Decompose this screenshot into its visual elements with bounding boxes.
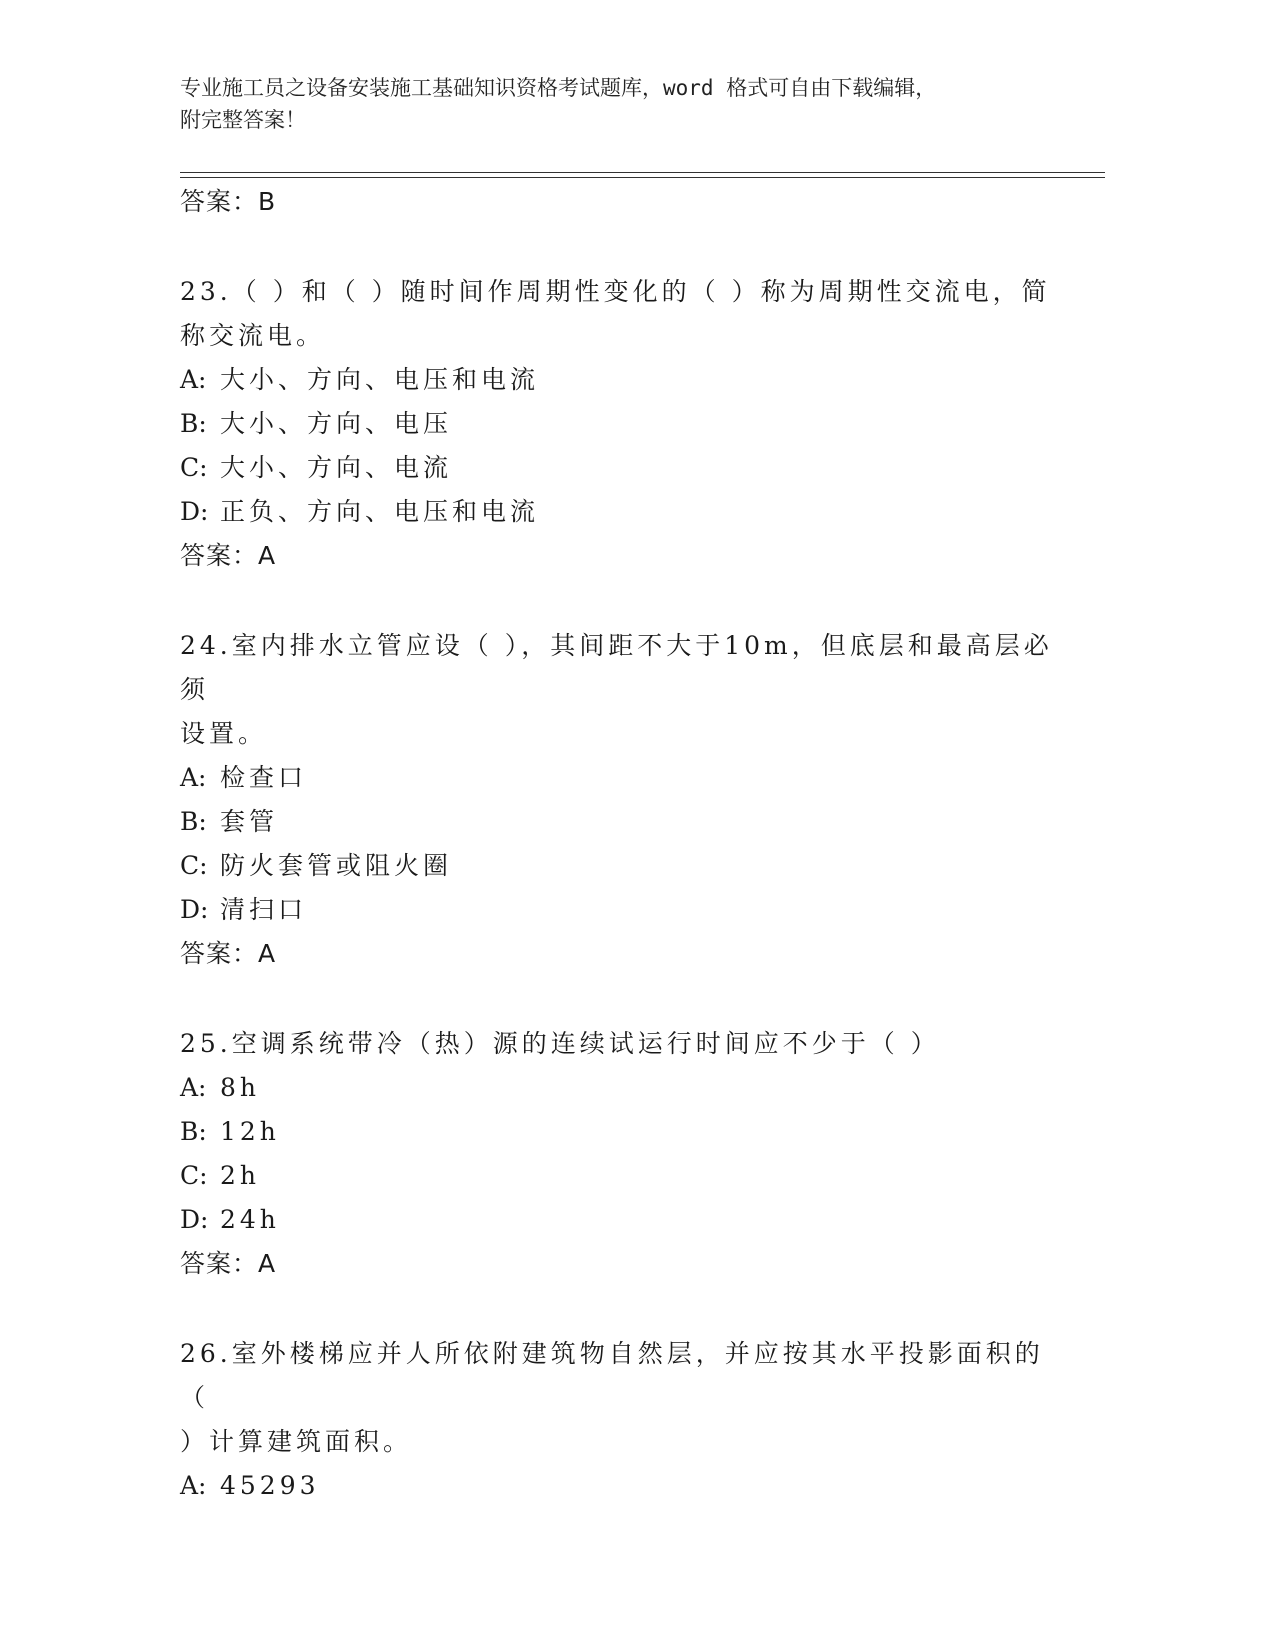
- document-header: [180, 72, 1060, 136]
- option-text: 45293: [220, 1471, 320, 1500]
- option-b: [180, 1110, 1060, 1154]
- option-label: B:: [180, 409, 207, 438]
- option-label: C:: [180, 1161, 208, 1190]
- option-a: [180, 1066, 1060, 1110]
- answer-line: 答案：A: [180, 541, 277, 570]
- answer-line: 答案：B: [180, 187, 277, 216]
- option-d: [180, 1198, 1060, 1242]
- option-a: [180, 1464, 1060, 1508]
- question-text-line-2: 设置。: [180, 719, 268, 748]
- option-label: C:: [180, 453, 208, 482]
- question-24: [180, 624, 1060, 972]
- option-text: 12h: [220, 1117, 280, 1146]
- question-text-line-2: 称交流电。: [180, 321, 326, 350]
- question-text-line-1: 23.（ ）和（ ）随时间作周期性变化的（ ）称为周期性交流电，简: [180, 277, 1051, 306]
- question-25: [180, 1022, 1060, 1282]
- option-label: C:: [180, 851, 208, 880]
- option-b: [180, 402, 1060, 446]
- option-text: 2h: [220, 1161, 261, 1190]
- option-label: D:: [180, 1205, 209, 1234]
- question-text-line-1: 26.室外楼梯应并人所依附建筑物自然层，并应按其水平投影面积的（: [180, 1339, 1044, 1412]
- option-label: D:: [180, 895, 209, 924]
- option-d: [180, 490, 1060, 534]
- option-text: 24h: [220, 1205, 280, 1234]
- option-text: 8h: [220, 1073, 261, 1102]
- option-d: [180, 888, 1060, 932]
- header-divider-top: [180, 172, 1105, 173]
- option-c: [180, 446, 1060, 490]
- option-label: B:: [180, 807, 207, 836]
- option-a: [180, 358, 1060, 402]
- answer-line: 答案：A: [180, 939, 277, 968]
- option-c: [180, 1154, 1060, 1198]
- option-label: A:: [180, 763, 207, 792]
- option-text: 清扫口: [220, 895, 308, 924]
- question-26: [180, 1332, 1060, 1508]
- option-text: 防火套管或阻火圈: [220, 851, 453, 880]
- question-text-line-2: ）计算建筑面积。: [180, 1427, 413, 1456]
- option-label: A:: [180, 1471, 207, 1500]
- option-text: 检查口: [220, 763, 308, 792]
- option-b: [180, 800, 1060, 844]
- answer-line: 答案：A: [180, 1249, 277, 1278]
- option-text: 大小、方向、电压: [220, 409, 453, 438]
- option-a: [180, 756, 1060, 800]
- question-text-line-1: 24.室内排水立管应设（ ），其间距不大于10m，但底层和最高层必须: [180, 631, 1053, 704]
- option-label: D:: [180, 497, 209, 526]
- option-text: 正负、方向、电压和电流: [220, 497, 540, 526]
- option-text: 大小、方向、电流: [220, 453, 453, 482]
- header-divider-bottom: [180, 177, 1105, 178]
- option-label: B:: [180, 1117, 207, 1146]
- option-text: 套管: [220, 807, 279, 836]
- option-label: A:: [180, 365, 207, 394]
- page-content: [180, 184, 1060, 1508]
- option-c: [180, 844, 1060, 888]
- header-line-2: 附完整答案！: [180, 108, 306, 132]
- question-text-line-1: 25.空调系统带冷（热）源的连续试运行时间应不少于（ ）: [180, 1029, 940, 1058]
- option-label: A:: [180, 1073, 207, 1102]
- option-text: 大小、方向、电压和电流: [220, 365, 540, 394]
- header-line-1: 专业施工员之设备安装施工基础知识资格考试题库，word 格式可自由下载编辑，: [180, 76, 937, 100]
- question-23: [180, 270, 1060, 574]
